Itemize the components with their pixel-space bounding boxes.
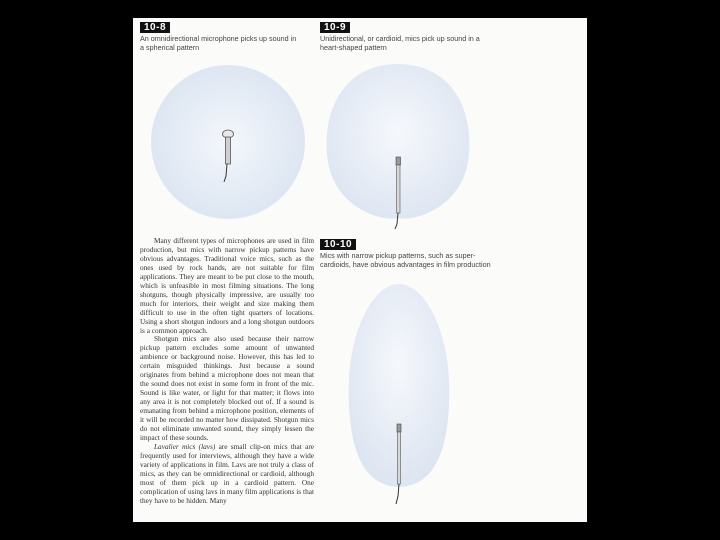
body-paragraph: Shotgun mics are also used because their narrow pickup pattern excludes some amount of unwanted ambience or background noise. However, this has led to certain misguided thinkings. Just because a sound originates from behind a microphone does not mean that the sound does not exist in some form in front of the mic. Sound is like water, or light for that matter; it flows into any area it is not completely blocked out of. If a sound is emanating from behind a microphone position, elements of it will be recorded no matter how dissipated. Shotgun mics do not eliminate unwanted sound, they simply lessen the impact of these sounds. (140, 334, 314, 442)
body-text-column (140, 237, 314, 506)
supercardioid-pattern-diagram (347, 280, 451, 512)
omnidirectional-pattern-diagram (150, 64, 306, 220)
body-paragraph-lavalier (140, 443, 314, 506)
figure-number-10-9: 10-9 (320, 22, 350, 33)
body-paragraph: Many different types of microphones are used in film production, but mics with narrow pickup patterns have obvious advantages. Traditional voice mics, such as the ones used by rock bands, are not suitable for film applications. They are meant to be put close to the mouth, which is unfeasible in most filming situations. The long shotguns, though physically impressive, are usually too much for interiors, their weight and size making them difficult to use in the often tight quarters of locations. Using a short shotgun indoors and a long shotgun outdoors is a common approach. (140, 236, 314, 335)
figure-number-10-8: 10-8 (140, 22, 170, 33)
cardioid-pattern-diagram (323, 58, 473, 230)
figure-number-10-10: 10-10 (320, 239, 356, 250)
lavalier-heading: Lavalier mics (lavs) (154, 441, 216, 451)
figure-caption-10-8: An omnidirectional microphone picks up sound in a spherical pattern (140, 34, 297, 52)
book-page (133, 18, 587, 522)
figure-caption-10-10: Mics with narrow pickup patterns, such as super-cardioids, have obvious advantages in film production (320, 251, 491, 269)
lavalier-text: are small clip-on mics that are frequently used for interviews, although they have a wide variety of applications in film. Lavs are not truly a class of mics, as they can be omnidirectional or cardioid, although most of them pick up in a cardioid pattern. One complication of using lavs in many film applications is that they have to be hidden. Many (140, 441, 314, 505)
figure-caption-10-9: Unidirectional, or cardioid, mics pick up sound in a heart-shaped pattern (320, 34, 480, 52)
